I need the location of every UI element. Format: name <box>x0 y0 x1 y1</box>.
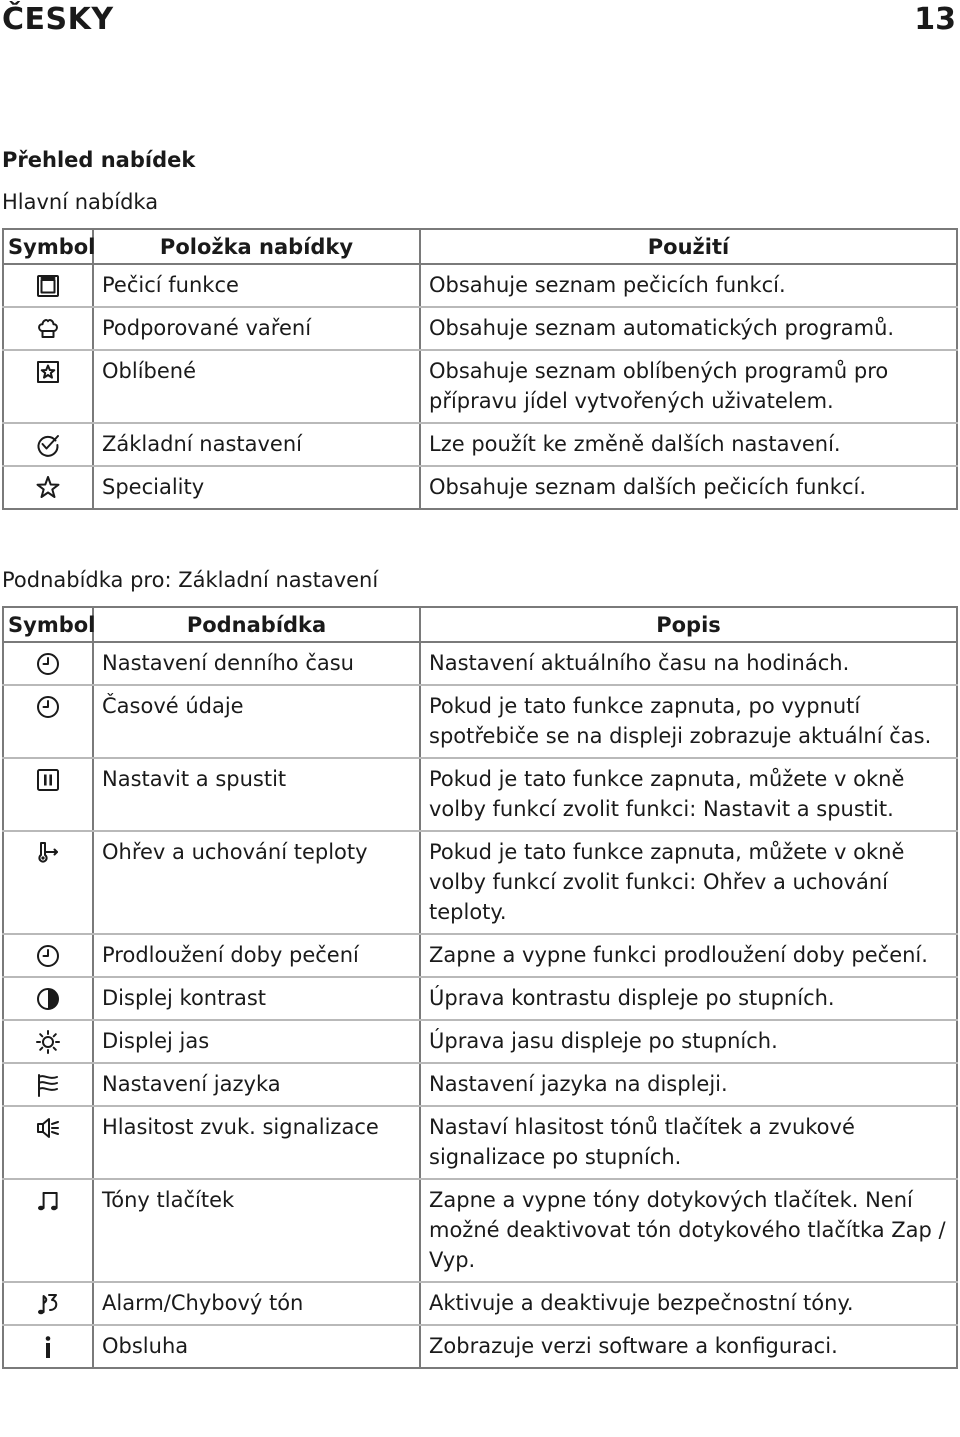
pause-icon <box>4 767 92 793</box>
table-row <box>3 1325 957 1368</box>
item-name: Základní nastavení <box>93 423 420 466</box>
symbol-cell <box>3 1063 93 1106</box>
clock-icon <box>4 694 92 720</box>
language-label: ČESKY <box>2 2 114 37</box>
item-name: Nastavení jazyka <box>93 1063 420 1106</box>
item-name: Pečicí funkce <box>93 264 420 307</box>
item-name: Oblíbené <box>93 350 420 423</box>
item-name: Alarm/Chybový tón <box>93 1282 420 1325</box>
info-icon <box>4 1334 92 1360</box>
table-row <box>3 831 957 934</box>
item-name: Ohřev a uchování teploty <box>93 831 420 934</box>
item-description: Zapne a vypne funkci prodloužení doby pečení. <box>420 934 957 977</box>
symbol-cell <box>3 1179 93 1282</box>
music-note-icon <box>4 1188 92 1214</box>
symbol-cell <box>3 350 93 423</box>
item-description: Pokud je tato funkce zapnuta, můžete v okně volby funkcí zvolit funkci: Ohřev a uchování teploty. <box>420 831 957 934</box>
symbol-cell <box>3 758 93 831</box>
item-description: Zapne a vypne tóny dotykových tlačítek. Není možné deaktivovat tón dotykového tlačítka Zap / Vyp. <box>420 1179 957 1282</box>
table-header-row <box>3 607 957 642</box>
item-description: Nastavení jazyka na displeji. <box>420 1063 957 1106</box>
symbol-cell <box>3 642 93 685</box>
item-name: Displej kontrast <box>93 977 420 1020</box>
star-icon <box>4 475 92 501</box>
symbol-cell <box>3 466 93 509</box>
symbol-cell <box>3 264 93 307</box>
table-row <box>3 977 957 1020</box>
column-header-symbol: Symbol <box>3 229 93 264</box>
checkmark-circle-icon <box>4 432 92 458</box>
table-row <box>3 934 957 977</box>
column-header-item: Položka nabídky <box>93 229 420 264</box>
item-name: Obsluha <box>93 1325 420 1368</box>
table-row <box>3 1282 957 1325</box>
item-name: Podporované vaření <box>93 307 420 350</box>
item-description: Lze použít ke změně dalších nastavení. <box>420 423 957 466</box>
table-row <box>3 264 957 307</box>
table-row <box>3 1020 957 1063</box>
symbol-cell <box>3 685 93 758</box>
submenu-table <box>2 606 958 1369</box>
star-in-square-icon <box>4 359 92 385</box>
item-description: Pokud je tato funkce zapnuta, po vypnutí spotřebiče se na displeji zobrazuje aktuální čas. <box>420 685 957 758</box>
clock-icon <box>4 943 92 969</box>
item-name: Hlasitost zvuk. signalizace <box>93 1106 420 1179</box>
symbol-cell <box>3 1106 93 1179</box>
alarm-tone-icon <box>4 1291 92 1317</box>
table-row <box>3 423 957 466</box>
symbol-cell <box>3 423 93 466</box>
item-name: Nastavení denního času <box>93 642 420 685</box>
oven-icon <box>4 273 92 299</box>
item-description: Zobrazuje verzi software a konfiguraci. <box>420 1325 957 1368</box>
item-name: Speciality <box>93 466 420 509</box>
item-description: Pokud je tato funkce zapnuta, můžete v okně volby funkcí zvolit funkci: Nastavit a spustit. <box>420 758 957 831</box>
table-row <box>3 1179 957 1282</box>
item-name: Prodloužení doby pečení <box>93 934 420 977</box>
item-name: Časové údaje <box>93 685 420 758</box>
submenu-rows <box>3 642 957 1368</box>
column-header-usage: Použití <box>420 229 957 264</box>
table-header-row <box>3 229 957 264</box>
table-row <box>3 307 957 350</box>
symbol-cell <box>3 831 93 934</box>
section-title: Přehled nabídek <box>2 148 196 172</box>
table-row <box>3 642 957 685</box>
symbol-cell <box>3 1325 93 1368</box>
submenu-caption: Podnabídka pro: Základní nastavení <box>2 568 379 592</box>
table-row <box>3 466 957 509</box>
item-description: Obsahuje seznam pečicích funkcí. <box>420 264 957 307</box>
table-row <box>3 685 957 758</box>
chef-hat-icon <box>4 316 92 342</box>
symbol-cell <box>3 307 93 350</box>
item-description: Aktivuje a deaktivuje bezpečnostní tóny. <box>420 1282 957 1325</box>
sun-icon <box>4 1029 92 1055</box>
page-number: 13 <box>914 2 956 37</box>
symbol-cell <box>3 934 93 977</box>
item-name: Displej jas <box>93 1020 420 1063</box>
speaker-icon <box>4 1115 92 1141</box>
item-description: Úprava kontrastu displeje po stupních. <box>420 977 957 1020</box>
column-header-symbol: Symbol <box>3 607 93 642</box>
main-menu-caption: Hlavní nabídka <box>2 190 159 214</box>
symbol-cell <box>3 1282 93 1325</box>
item-name: Tóny tlačítek <box>93 1179 420 1282</box>
table-row <box>3 1106 957 1179</box>
table-row <box>3 350 957 423</box>
symbol-cell <box>3 977 93 1020</box>
item-name: Nastavit a spustit <box>93 758 420 831</box>
column-header-item: Podnabídka <box>93 607 420 642</box>
table-row <box>3 1063 957 1106</box>
column-header-description: Popis <box>420 607 957 642</box>
flag-icon <box>4 1072 92 1098</box>
clock-icon <box>4 651 92 677</box>
item-description: Obsahuje seznam dalších pečicích funkcí. <box>420 466 957 509</box>
main-menu-rows <box>3 264 957 509</box>
contrast-icon <box>4 986 92 1012</box>
item-description: Obsahuje seznam oblíbených programů pro přípravu jídel vytvořených uživatelem. <box>420 350 957 423</box>
item-description: Nastavení aktuálního času na hodinách. <box>420 642 957 685</box>
main-menu-table <box>2 228 958 510</box>
item-description: Nastaví hlasitost tónů tlačítek a zvukové signalizace po stupních. <box>420 1106 957 1179</box>
item-description: Úprava jasu displeje po stupních. <box>420 1020 957 1063</box>
item-description: Obsahuje seznam automatických programů. <box>420 307 957 350</box>
thermometer-arrow-icon <box>4 840 92 866</box>
table-row <box>3 758 957 831</box>
page-header <box>0 0 960 44</box>
symbol-cell <box>3 1020 93 1063</box>
